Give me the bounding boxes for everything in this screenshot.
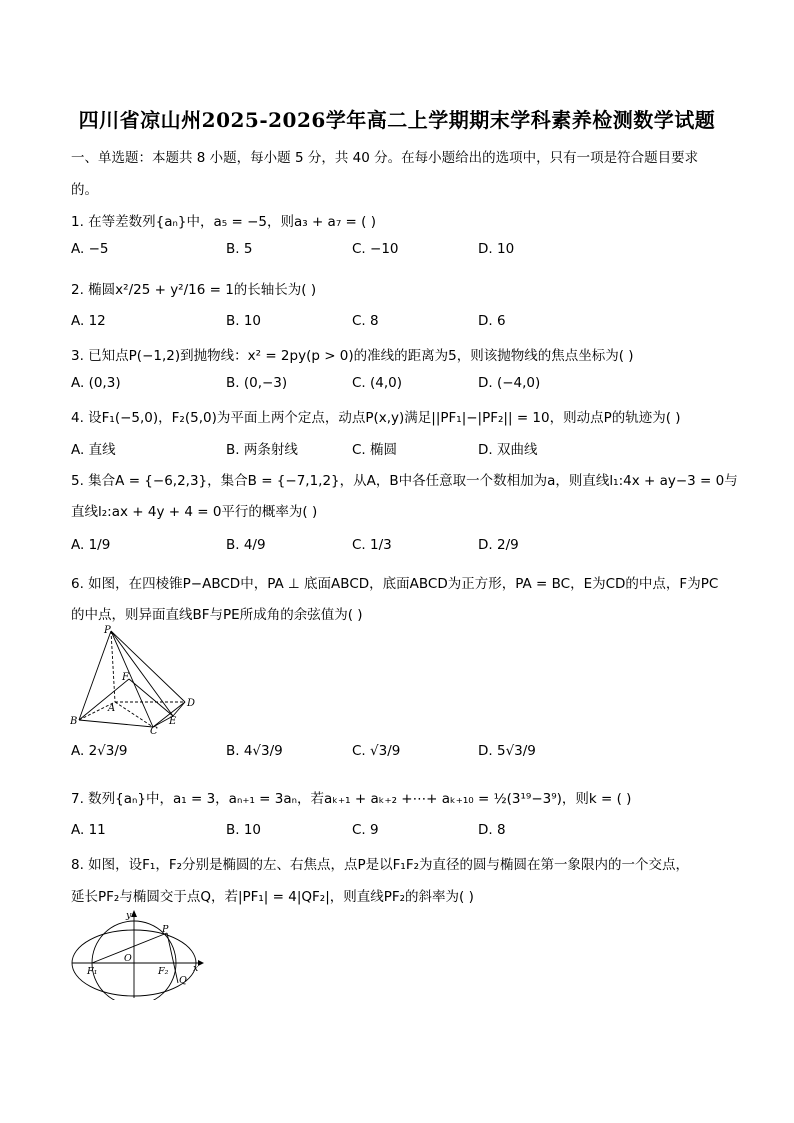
fig8-label-f2: F₂: [158, 966, 169, 977]
question-8-stem-line2: 延长PF₂与椭圆交于点Q，若|PF₁| = 4|QF₂|，则直线PF₂的斜率为( ): [71, 889, 474, 905]
q4-option-c: C. 椭圆: [352, 442, 398, 458]
question-2-stem: 2. 椭圆x²/25 + y²/16 = 1的长轴长为( ): [71, 282, 317, 298]
ellipse-figure: [70, 905, 205, 1000]
fig8-label-p: P: [162, 924, 169, 935]
q7-option-a: A. 11: [71, 822, 106, 838]
question-6-stem-line2: 的中点，则异面直线BF与PE所成角的余弦值为( ): [71, 607, 363, 623]
fig8-label-x: x: [193, 963, 199, 974]
question-5-stem-line2: 直线l₂:ax + 4y + 4 = 0平行的概率为( ): [71, 504, 318, 520]
q4-option-a: A. 直线: [71, 442, 116, 458]
question-7-stem: 7. 数列{aₙ}中，a₁ = 3，aₙ₊₁ = 3aₙ，若aₖ₊₁ + aₖ₊₂ +⋯+ aₖ₊₁₀ = ½(3¹⁹−3⁹)，则k = ( ): [71, 791, 632, 807]
question-3-stem: 3. 已知点P(−1,2)到抛物线：x² = 2py(p > 0)的准线的距离为5，则该抛物线的焦点坐标为( ): [71, 348, 634, 364]
page-title: 四川省凉山州2025-2026学年高二上学期期末学科素养检测数学试题: [78, 108, 716, 132]
fig8-label-f1: F₁: [87, 966, 98, 977]
fig6-label-d: D: [187, 698, 196, 709]
question-4-stem: 4. 设F₁(−5,0)，F₂(5,0)为平面上两个定点，动点P(x,y)满足||PF₁|−|PF₂|| = 10，则动点P的轨迹为( ): [71, 410, 681, 426]
fig6-label-p: P: [104, 625, 111, 636]
q6-option-c: C. √3/9: [352, 743, 401, 759]
fig8-label-q: Q: [179, 975, 187, 986]
q2-option-c: C. 8: [352, 313, 379, 329]
question-5-stem-line1: 5. 集合A = {−6,2,3}，集合B = {−7,1,2}，从A，B中各任意取一个数相加为a，则直线l₁:4x + ay−3 = 0与: [71, 473, 738, 489]
q3-option-d: D. (−4,0): [478, 375, 541, 391]
q4-option-d: D. 双曲线: [478, 442, 538, 458]
q5-option-d: D. 2/9: [478, 537, 519, 553]
q6-option-a: A. 2√3/9: [71, 743, 128, 759]
fig6-label-f: F: [122, 672, 129, 683]
q6-option-d: D. 5√3/9: [478, 743, 536, 759]
fig8-label-y: y: [126, 910, 132, 921]
q4-option-b: B. 两条射线: [226, 442, 298, 458]
q7-option-d: D. 8: [478, 822, 506, 838]
fig6-label-c: C: [150, 726, 158, 734]
pyramid-figure: [70, 624, 210, 734]
fig6-label-a: A: [108, 703, 116, 714]
section-heading-line1: 一、单选题：本题共 8 小题，每小题 5 分，共 40 分。在每小题给出的选项中，只有一项是符合题目要求: [71, 150, 699, 166]
section-heading-line2: 的。: [71, 182, 98, 198]
q1-option-c: C. −10: [352, 241, 399, 257]
q7-option-c: C. 9: [352, 822, 379, 838]
q2-option-a: A. 12: [71, 313, 106, 329]
question-8-stem-line1: 8. 如图，设F₁，F₂分别是椭圆的左、右焦点，点P是以F₁F₂为直径的圆与椭圆在第一象限内的一个交点，: [71, 857, 690, 873]
q6-option-b: B. 4√3/9: [226, 743, 283, 759]
question-1-stem: 1. 在等差数列{aₙ}中，a₅ = −5，则a₃ + a₇ = ( ): [71, 214, 376, 230]
question-6-stem-line1: 6. 如图，在四棱锥P−ABCD中，PA ⊥ 底面ABCD，底面ABCD为正方形，PA = BC，E为CD的中点，F为PC: [71, 576, 719, 592]
q2-option-d: D. 6: [478, 313, 506, 329]
q5-option-b: B. 4/9: [226, 537, 266, 553]
q2-option-b: B. 10: [226, 313, 262, 329]
q3-option-b: B. (0,−3): [226, 375, 288, 391]
q1-option-d: D. 10: [478, 241, 515, 257]
q3-option-a: A. (0,3): [71, 375, 121, 391]
fig6-label-b: B: [70, 716, 78, 727]
fig6-label-e: E: [169, 716, 177, 727]
q5-option-a: A. 1/9: [71, 537, 111, 553]
q7-option-b: B. 10: [226, 822, 262, 838]
q1-option-b: B. 5: [226, 241, 253, 257]
q1-option-a: A. −5: [71, 241, 109, 257]
q5-option-c: C. 1/3: [352, 537, 392, 553]
fig8-label-o: O: [124, 953, 132, 964]
q3-option-c: C. (4,0): [352, 375, 403, 391]
